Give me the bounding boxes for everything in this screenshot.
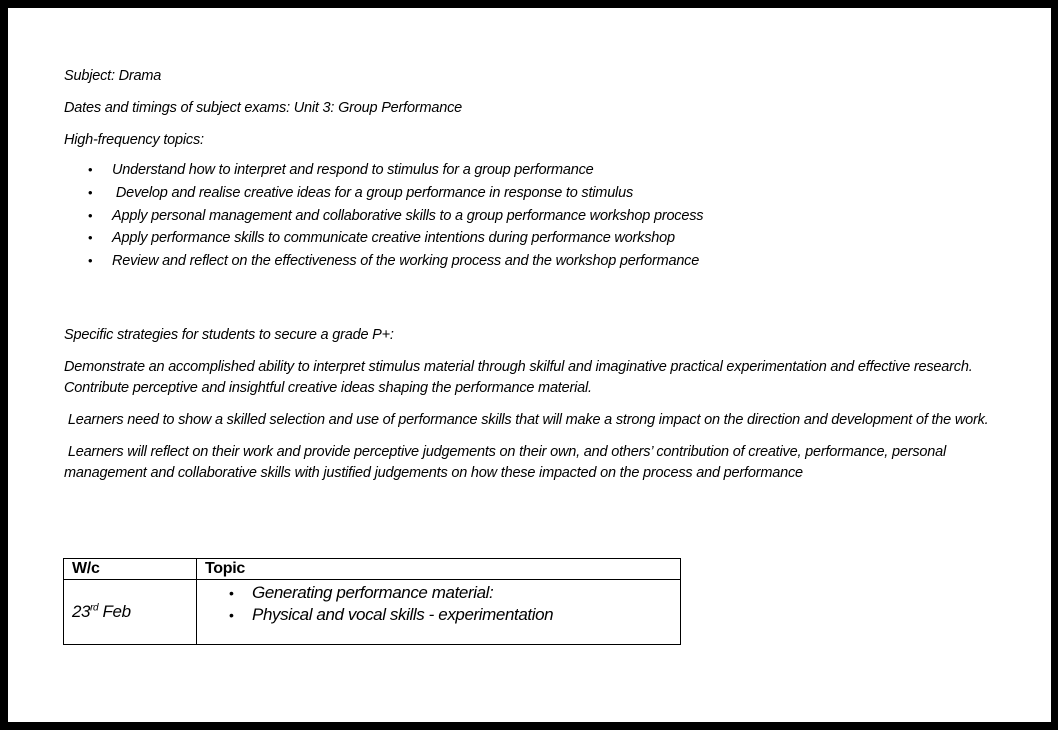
- strategy-paragraph: Demonstrate an accomplished ability to interpret stimulus material through skilful and imaginative practical experimentation and effective research. Contribute perceptive and insightful creative ideas shaping the performance material.: [64, 358, 973, 396]
- topic-text: Review and reflect on the effectiveness of the working process and the workshop performance: [112, 253, 700, 270]
- bullet-icon: •: [88, 162, 93, 177]
- date-day: 23: [72, 602, 91, 621]
- topic-item: [64, 159, 1004, 182]
- list-item: [205, 582, 672, 604]
- header-week-commencing: W/c: [64, 559, 197, 580]
- cell-topic-text: Physical and vocal skills - experimentation: [252, 605, 554, 624]
- date-month: Feb: [98, 602, 131, 621]
- topic-text: Apply performance skills to communicate creative intentions during performance workshop: [112, 230, 675, 247]
- topics-heading: High-frequency topics:: [64, 132, 204, 148]
- subject-line: Subject: Drama: [64, 68, 162, 84]
- topic-item: [64, 182, 1004, 205]
- topic-item: [64, 250, 1004, 273]
- topic-text: Apply personal management and collaborative skills to a group performance workshop process: [112, 207, 704, 224]
- high-frequency-topics-list: [64, 159, 1004, 273]
- topic-cell: [197, 580, 681, 645]
- table-row: [64, 580, 681, 645]
- topic-item: [64, 205, 1004, 228]
- week-date-cell: [64, 580, 197, 645]
- schedule-table: [63, 558, 681, 645]
- strategies-heading: Specific strategies for students to secure a grade P+:: [64, 326, 394, 343]
- strategy-paragraph: Learners will reflect on their work and provide perceptive judgements on their own, and others’ contribution of creative, performance, personal management and collaborative skills with justified judgements on how these impacted on the process and performance: [64, 443, 950, 481]
- topic-cell-list: [205, 582, 672, 626]
- bullet-icon: •: [229, 607, 234, 623]
- topic-item: [64, 227, 1004, 250]
- header-topic: Topic: [197, 559, 681, 580]
- list-item: [205, 604, 672, 626]
- bullet-icon: •: [229, 585, 234, 601]
- bullet-icon: •: [88, 207, 93, 223]
- bullet-icon: •: [88, 230, 93, 246]
- cell-topic-text: Generating performance material:: [252, 583, 494, 602]
- document-content: [64, 66, 1004, 495]
- bullet-icon: •: [88, 253, 93, 269]
- document-page: [8, 8, 1051, 722]
- exam-dates-line: Dates and timings of subject exams: Unit 3: Group Performance: [64, 100, 463, 116]
- strategy-paragraph: Learners need to show a skilled selection and use of performance skills that will make a strong impact on the direction and development of the work.: [64, 411, 989, 428]
- topic-text: Understand how to interpret and respond to stimulus for a group performance: [112, 162, 594, 178]
- table-header-row: [64, 559, 681, 580]
- date-suffix: rd: [90, 602, 99, 614]
- bullet-icon: •: [88, 184, 93, 200]
- topic-text: Develop and realise creative ideas for a group performance in response to stimulus: [112, 184, 633, 201]
